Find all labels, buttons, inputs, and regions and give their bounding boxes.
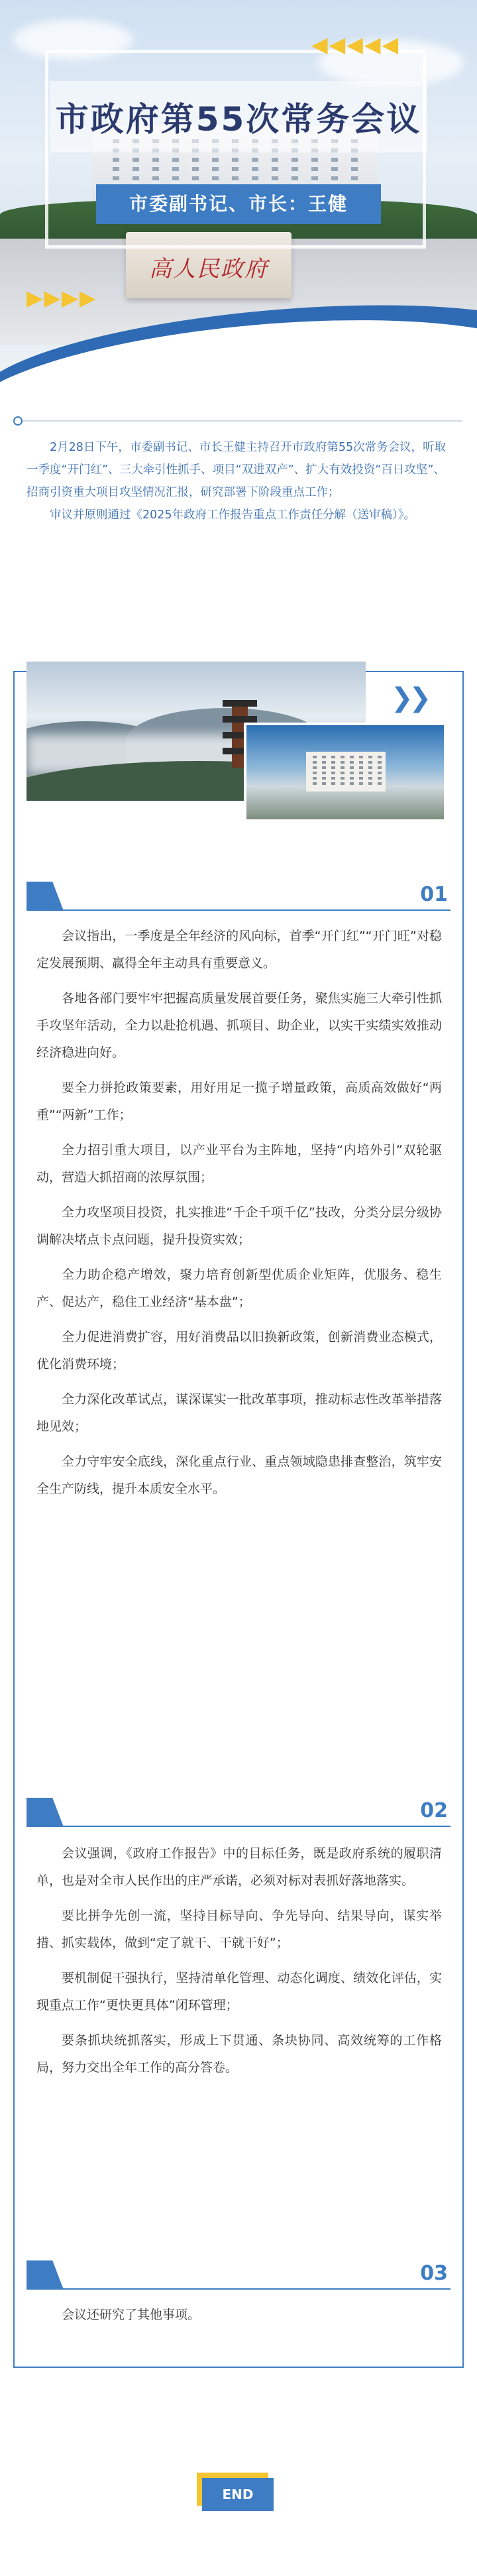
paragraph: 全力招引重大项目，以产业平台为主阵地，坚持“内培外引”双轮驱动，营造大抓招商的浓厚氛围；	[36, 1143, 442, 1185]
paragraph: 会议还研究了其他事项。	[62, 2308, 201, 2322]
hero-banner	[0, 0, 477, 388]
section-number: 02	[420, 1799, 448, 1822]
section-number: 01	[420, 883, 448, 906]
intro-text	[26, 436, 450, 526]
government-building-photo	[244, 723, 447, 822]
paragraph: 全力守牢安全底线，深化重点行业、重点领域隐患排查整治，筑牢安全生产防线，提升本质安全水平。	[36, 1454, 442, 1496]
paragraph: 要条抓块统抓落实，形成上下贯通、条块协同、高效统筹的工作格局，努力交出全年工作的高分答卷。	[36, 2033, 442, 2075]
divider	[15, 420, 462, 422]
intro-paragraph: 审议并原则通过《2025年政府工作报告重点工作责任分解（送审稿）》。	[50, 508, 416, 522]
double-chevron-icon: ❯❯	[391, 683, 428, 713]
page-title: 市政府第55次常务会议	[55, 100, 422, 139]
section-number: 03	[420, 2262, 448, 2285]
paragraph: 全力深化改革试点，谋深谋实一批改革事项，推动标志性改革举措落地见效；	[36, 1392, 442, 1434]
section-03-text	[36, 2302, 442, 2337]
paragraph: 会议指出，一季度是全年经济的风向标，首季“开门红”“开门旺”对稳定发展预期、赢得全年主动具有重要意义。	[36, 929, 442, 970]
paragraph: 会议强调，《政府工作报告》中的目标任务，既是政府系统的履职清单，也是对全市人民作出的庄严承诺，必须对标对表抓好落地落实。	[36, 1846, 442, 1888]
stone-inscription: 高人民政府	[149, 256, 268, 282]
paragraph: 全力攻坚项目投资，扎实推进“千企千项千亿”技改，分类分层分级协调解决堵点卡点问题，提升投资实效；	[36, 1205, 442, 1247]
paragraph: 全力助企稳产增效，聚力培育创新型优质企业矩阵，优服务、稳生产、促达产，稳住工业经济“基本盘”；	[36, 1267, 442, 1309]
paragraph: 要全力拼抢政策要素，用好用足一揽子增量政策，高质高效做好“两重”“两新”工作；	[36, 1081, 442, 1122]
end-marker: END	[202, 2478, 274, 2511]
section-marker-icon	[26, 882, 64, 911]
paragraph: 全力促进消费扩容，用好消费品以旧换新政策，创新消费业态模式，优化消费环境；	[36, 1330, 442, 1372]
section-header-01	[26, 882, 450, 911]
page-subtitle: 市委副书记、市长：王健	[96, 184, 381, 224]
paragraph: 要机制促干强执行，坚持清单化管理、动态化调度、绩效化评估，实现重点工作“更快更具体”闭环管理；	[36, 1971, 442, 2013]
section-01-text	[36, 923, 442, 1511]
section-header-02	[26, 1798, 450, 1827]
paragraph: 要比拼争先创一流，坚持目标导向、争先导向、结果导向，谋实举措、抓实载体，做到“定了就干、干就干好”；	[36, 1908, 442, 1950]
section-header-03	[26, 2260, 450, 2290]
intro-paragraph: 2月28日下午，市委副书记、市长王健主持召开市政府第55次常务会议，听取一季度“开门红”、三大牵引性抓手、项目“双进双产”、扩大有效投资“百日攻坚”、招商引资重大项目攻坚情况汇报，研究部署下阶段重点工作；	[26, 441, 447, 499]
section-02-text	[36, 1840, 442, 2089]
decor-arrows-icon: ▶▶▶▶	[26, 285, 97, 310]
section-marker-icon	[26, 1798, 64, 1827]
divider-dot-icon	[13, 416, 23, 426]
section-marker-icon	[26, 2260, 64, 2290]
paragraph: 各地各部门要牢牢把握高质量发展首要任务，聚焦实施三大牵引性抓手攻坚年活动，全力以赴抢机遇、抓项目、助企业，以实干实绩实效推动经济稳进向好。	[36, 991, 442, 1060]
decor-arrows-icon: ◀◀◀◀◀	[311, 32, 400, 57]
